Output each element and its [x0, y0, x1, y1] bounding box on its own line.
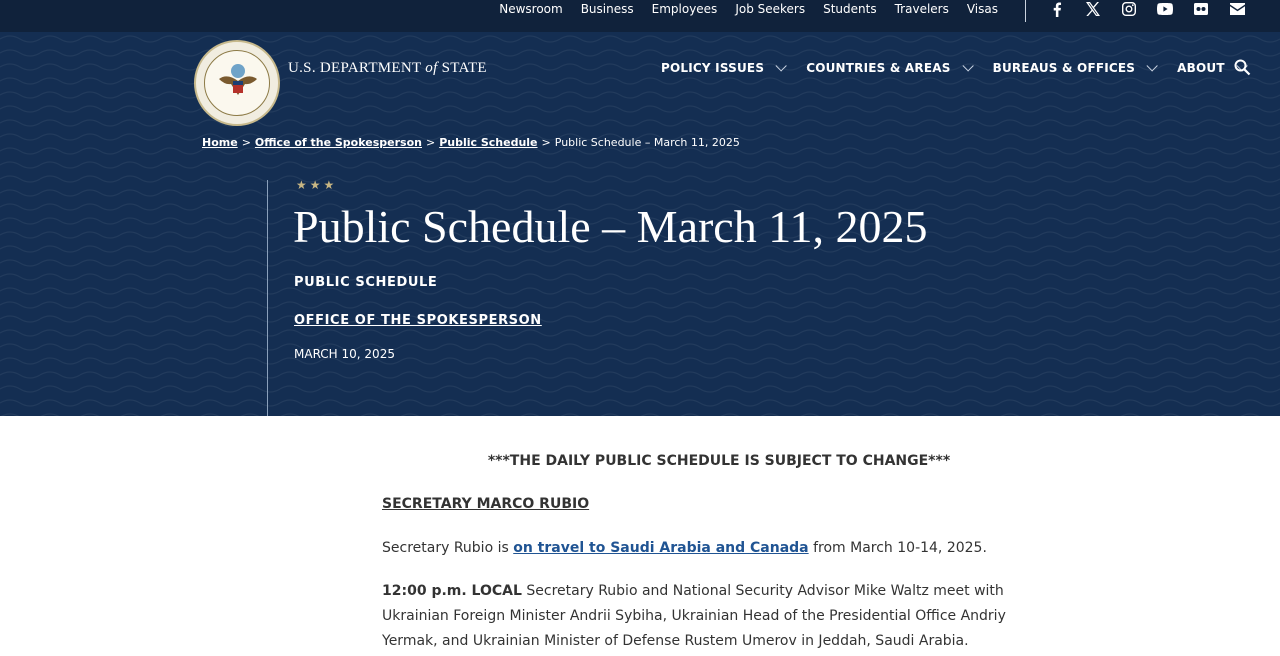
- nav-policy-issues[interactable]: [661, 61, 783, 75]
- instagram-icon[interactable]: [1120, 0, 1138, 18]
- utility-divider: [1025, 0, 1026, 22]
- breadcrumb-public-schedule[interactable]: Public Schedule: [439, 136, 538, 149]
- publish-date: MARCH 10, 2025: [294, 347, 395, 361]
- page-title: Public Schedule – March 11, 2025: [293, 201, 928, 252]
- schedule-entry: [382, 579, 1056, 654]
- stars-icon: ★★★: [296, 178, 338, 192]
- nav-label: POLICY ISSUES: [661, 61, 765, 75]
- breadcrumb-separator: >: [541, 136, 551, 149]
- utility-link-job-seekers[interactable]: Job Seekers: [735, 2, 806, 16]
- office-link[interactable]: OFFICE OF THE SPOKESPERSON: [294, 313, 542, 328]
- page-header: [0, 32, 1280, 416]
- breadcrumb-office[interactable]: Office of the Spokesperson: [254, 136, 422, 149]
- utility-link-students[interactable]: Students: [823, 2, 877, 16]
- x-icon[interactable]: [1084, 0, 1102, 18]
- schedule-notice: ***THE DAILY PUBLIC SCHEDULE IS SUBJECT TO CHANGE***: [487, 453, 951, 469]
- utility-link-visas[interactable]: Visas: [966, 2, 998, 16]
- travel-paragraph: [382, 536, 1056, 561]
- travel-link[interactable]: on travel to Saudi Arabia and Canada: [513, 540, 809, 556]
- breadcrumb-home[interactable]: Home: [202, 136, 238, 149]
- facebook-icon[interactable]: [1048, 0, 1066, 18]
- main-nav: [661, 61, 1244, 75]
- utility-link-travelers[interactable]: Travelers: [894, 2, 949, 16]
- utility-bar: [0, 0, 1280, 32]
- site-wordmark[interactable]: [288, 60, 487, 77]
- utility-link-newsroom[interactable]: Newsroom: [499, 2, 563, 16]
- p1-post: from March 10-14, 2025.: [808, 540, 987, 556]
- chevron-down-icon: [776, 60, 787, 71]
- department-seal-logo[interactable]: [194, 40, 280, 126]
- nav-bureaus-offices[interactable]: [993, 61, 1155, 75]
- social-links: [1048, 0, 1246, 18]
- email-icon[interactable]: [1228, 0, 1246, 18]
- utility-links: [499, 0, 998, 18]
- nav-label: COUNTRIES & AREAS: [806, 61, 951, 75]
- content-type-label: PUBLIC SCHEDULE: [294, 275, 438, 290]
- hero-divider: [267, 180, 268, 416]
- flickr-icon[interactable]: [1192, 0, 1210, 18]
- chevron-down-icon: [962, 60, 973, 71]
- breadcrumb: [202, 136, 740, 149]
- nav-label: ABOUT: [1177, 61, 1225, 75]
- entry-description: Secretary Rubio and National Security Advisor Mike Waltz meet with Ukrainian Foreign Minister Andrii Sybiha, Ukrainian Head of the Presidential Office Andriy Yermak, and Ukrainian Minister of Defense Rustem Umerov in Jeddah, Saudi Arabia.: [382, 583, 1006, 649]
- seal-emblem: [204, 50, 270, 116]
- entry-time: 12:00 p.m. LOCAL: [382, 583, 522, 599]
- search-icon[interactable]: [1234, 59, 1252, 77]
- breadcrumb-separator: >: [241, 136, 251, 149]
- nav-countries-areas[interactable]: [806, 61, 969, 75]
- youtube-icon[interactable]: [1156, 0, 1174, 18]
- nav-label: BUREAUS & OFFICES: [992, 61, 1136, 75]
- breadcrumb-current: Public Schedule – March 11, 2025: [554, 136, 740, 149]
- section-heading: SECRETARY MARCO RUBIO: [382, 496, 590, 512]
- brand-text-of: of: [425, 60, 438, 76]
- chevron-down-icon: [1147, 60, 1158, 71]
- brand-text-pre: U.S. DEPARTMENT: [288, 60, 426, 76]
- utility-link-business[interactable]: Business: [580, 2, 634, 16]
- breadcrumb-separator: >: [425, 136, 436, 149]
- p1-pre: Secretary Rubio is: [382, 540, 514, 556]
- brand-text-post: STATE: [437, 60, 487, 76]
- utility-link-employees[interactable]: Employees: [651, 2, 718, 16]
